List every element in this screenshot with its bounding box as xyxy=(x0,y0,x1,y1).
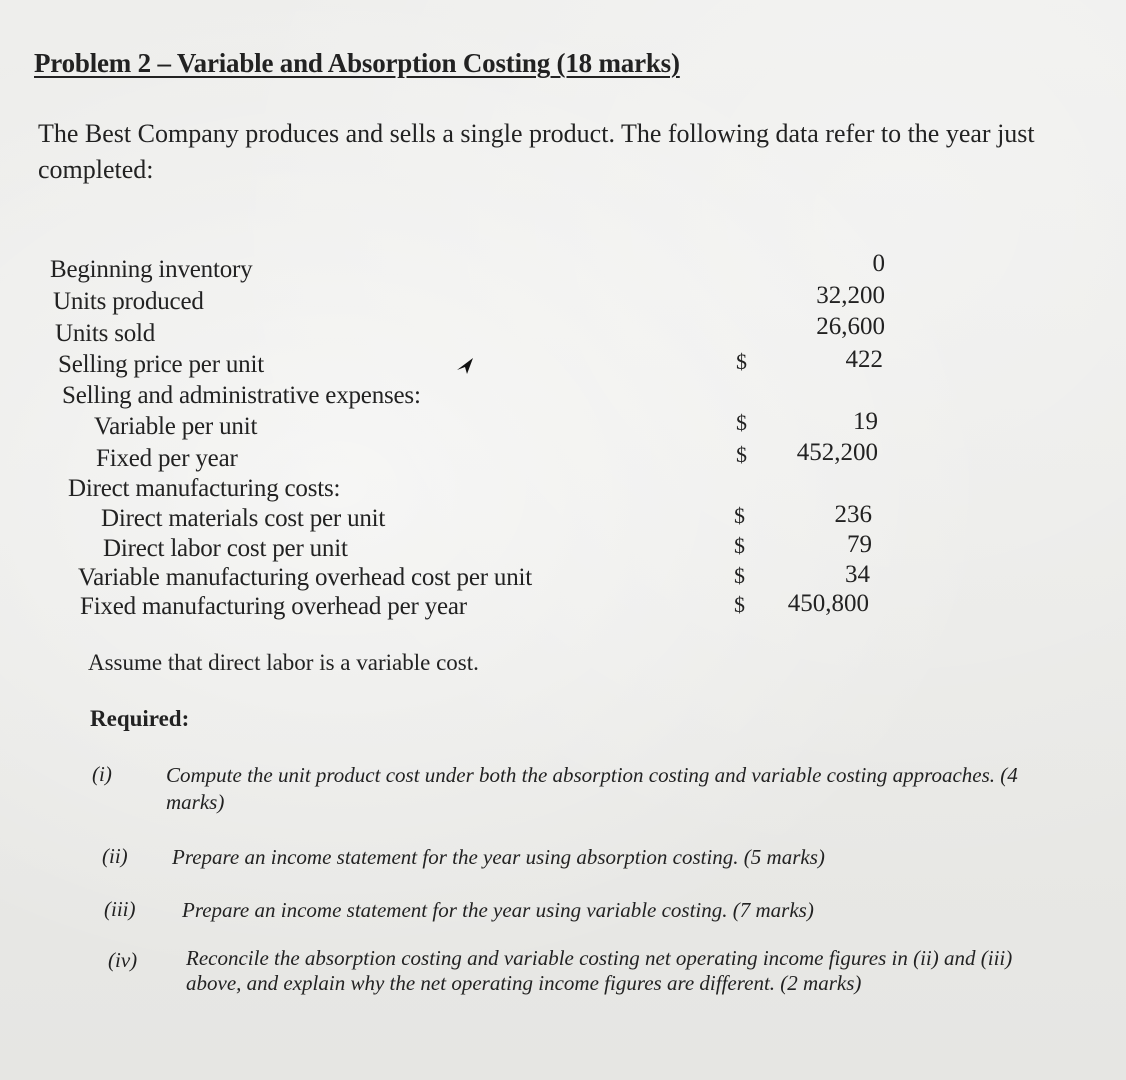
currency-direct-labor: $ xyxy=(734,533,745,558)
label-variable-per-unit: Variable per unit xyxy=(94,413,258,440)
question-number: (iv) xyxy=(108,948,138,972)
question-number: (i) xyxy=(92,762,112,786)
value-selling-price: 422 xyxy=(845,346,883,373)
value-variable-mfg-overhead: 34 xyxy=(845,561,870,588)
value-beginning-inventory: 0 xyxy=(872,250,885,277)
currency-fixed-per-year: $ xyxy=(736,442,747,467)
value-units-produced: 32,200 xyxy=(816,282,885,309)
label-beginning-inventory: Beginning inventory xyxy=(50,256,253,283)
value-fixed-per-year: 452,200 xyxy=(796,439,878,466)
question-text: Prepare an income statement for the year using absorption costing. (5 marks) xyxy=(172,845,825,869)
value-direct-materials: 236 xyxy=(834,501,872,528)
label-units-produced: Units produced xyxy=(53,288,204,315)
label-units-sold: Units sold xyxy=(55,320,156,347)
label-direct-labor: Direct labor cost per unit xyxy=(103,535,348,562)
value-direct-labor: 79 xyxy=(847,531,872,558)
question-number: (iii) xyxy=(104,897,136,921)
currency-selling-price: $ xyxy=(736,349,747,374)
assumption-note: Assume that direct labor is a variable cost. xyxy=(88,650,479,675)
question-text: Prepare an income statement for the year using variable costing. (7 marks) xyxy=(182,898,814,922)
mouse-pointer-icon xyxy=(455,356,475,376)
label-direct-materials: Direct materials cost per unit xyxy=(101,505,386,532)
value-fixed-mfg-overhead: 450,800 xyxy=(787,590,869,617)
required-heading: Required: xyxy=(90,706,190,731)
label-selling-admin-expenses: Selling and administrative expenses: xyxy=(62,382,421,409)
label-selling-price: Selling price per unit xyxy=(58,351,264,378)
question-text: Reconcile the absorption costing and variable costing net operating income figures in (ii) and (iii) above, and explain why the net operating income figures are different. (2 marks) xyxy=(186,946,1013,995)
currency-fixed-mfg-overhead: $ xyxy=(734,592,745,617)
currency-variable-per-unit: $ xyxy=(736,410,747,435)
label-fixed-mfg-overhead: Fixed manufacturing overhead per year xyxy=(80,593,467,620)
problem-title: Problem 2 – Variable and Absorption Costing (18 marks) xyxy=(34,48,680,78)
currency-direct-materials: $ xyxy=(734,503,745,528)
value-units-sold: 26,600 xyxy=(816,313,885,340)
label-fixed-per-year: Fixed per year xyxy=(96,445,238,472)
label-variable-mfg-overhead: Variable manufacturing overhead cost per unit xyxy=(78,564,533,591)
currency-variable-mfg-overhead: $ xyxy=(734,563,745,588)
label-direct-manufacturing-costs: Direct manufacturing costs: xyxy=(68,475,341,502)
question-text: Compute the unit product cost under both the absorption costing and variable costing approaches. (4 marks) xyxy=(166,763,1018,814)
value-variable-per-unit: 19 xyxy=(853,408,878,435)
intro-paragraph: The Best Company produces and sells a single product. The following data refer to the year just completed: xyxy=(38,119,1035,184)
question-number: (ii) xyxy=(102,844,128,868)
